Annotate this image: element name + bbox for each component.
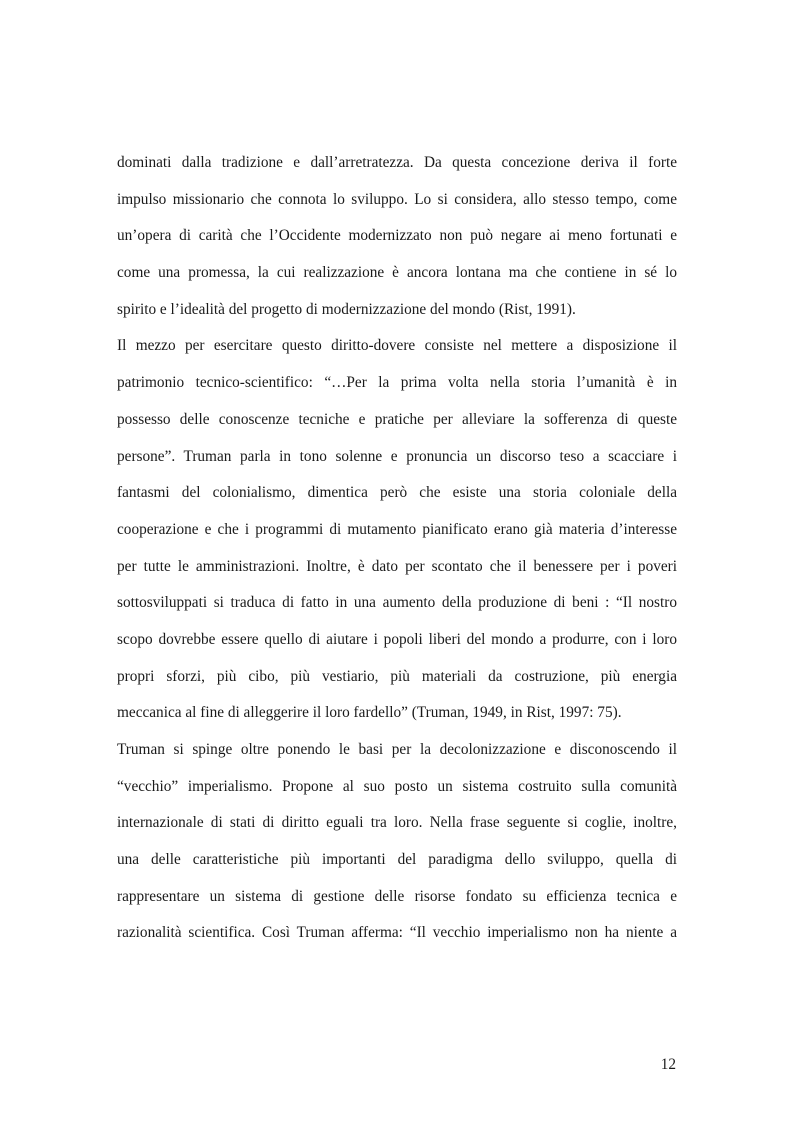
text-line: una delle caratteristiche più importanti del paradigma dello sviluppo, quella di: [117, 851, 677, 869]
text-line: internazionale di stati di diritto eguali tra loro. Nella frase seguente si coglie, inoltre,: [117, 814, 677, 832]
text-line: come una promessa, la cui realizzazione è ancora lontana ma che contiene in sé lo: [117, 264, 677, 282]
text-line: persone”. Truman parla in tono solenne e pronuncia un discorso teso a scacciare i: [117, 447, 677, 465]
text-line: fantasmi del colonialismo, dimentica però che esiste una storia coloniale della: [117, 484, 677, 502]
text-line: patrimonio tecnico-scientifico: “…Per la prima volta nella storia l’umanità è in: [117, 374, 677, 392]
text-line: un’opera di carità che l’Occidente modernizzato non può negare ai meno fortunati e: [117, 227, 677, 245]
text-line: scopo dovrebbe essere quello di aiutare i popoli liberi del mondo a produrre, con i loro: [117, 630, 677, 648]
text-line: per tutte le amministrazioni. Inoltre, è dato per scontato che il benessere per i poveri: [117, 557, 677, 575]
text-line: Truman si spinge oltre ponendo le basi per la decolonizzazione e disconoscendo il: [117, 741, 677, 758]
page-number: 12: [660, 1056, 676, 1073]
text-line: meccanica al fine di alleggerire il loro fardello” (Truman, 1949, in Rist, 1997: 75).: [117, 704, 622, 722]
text-line: cooperazione e che i programmi di mutamento pianificato erano già materia d’interesse: [117, 520, 677, 538]
text-line: propri sforzi, più cibo, più vestiario, più materiali da costruzione, più energia: [117, 667, 677, 685]
body-text: [117, 145, 677, 952]
text-line: Il mezzo per esercitare questo diritto-dovere consiste nel mettere a disposizione il: [117, 337, 677, 355]
text-line: impulso missionario che connota lo sviluppo. Lo si considera, allo stesso tempo, come: [117, 190, 677, 208]
text-line: spirito e l’idealità del progetto di modernizzazione del mondo (Rist, 1991).: [117, 300, 576, 318]
text-line: razionalità scientifica. Così Truman afferma: “Il vecchio imperialismo non ha niente a: [117, 924, 677, 942]
text-line: sottosviluppati si traduca di fatto in una aumento della produzione di beni : “Il nostro: [117, 594, 677, 612]
text-line: possesso delle conoscenze tecniche e pratiche per alleviare la sofferenza di queste: [117, 410, 677, 428]
text-line: “vecchio” imperialismo. Propone al suo posto un sistema costruito sulla comunità: [117, 777, 677, 795]
text-line: dominati dalla tradizione e dall’arretratezza. Da questa concezione deriva il forte: [117, 154, 677, 171]
text-line: rappresentare un sistema di gestione delle risorse fondato su efficienza tecnica e: [117, 887, 677, 905]
